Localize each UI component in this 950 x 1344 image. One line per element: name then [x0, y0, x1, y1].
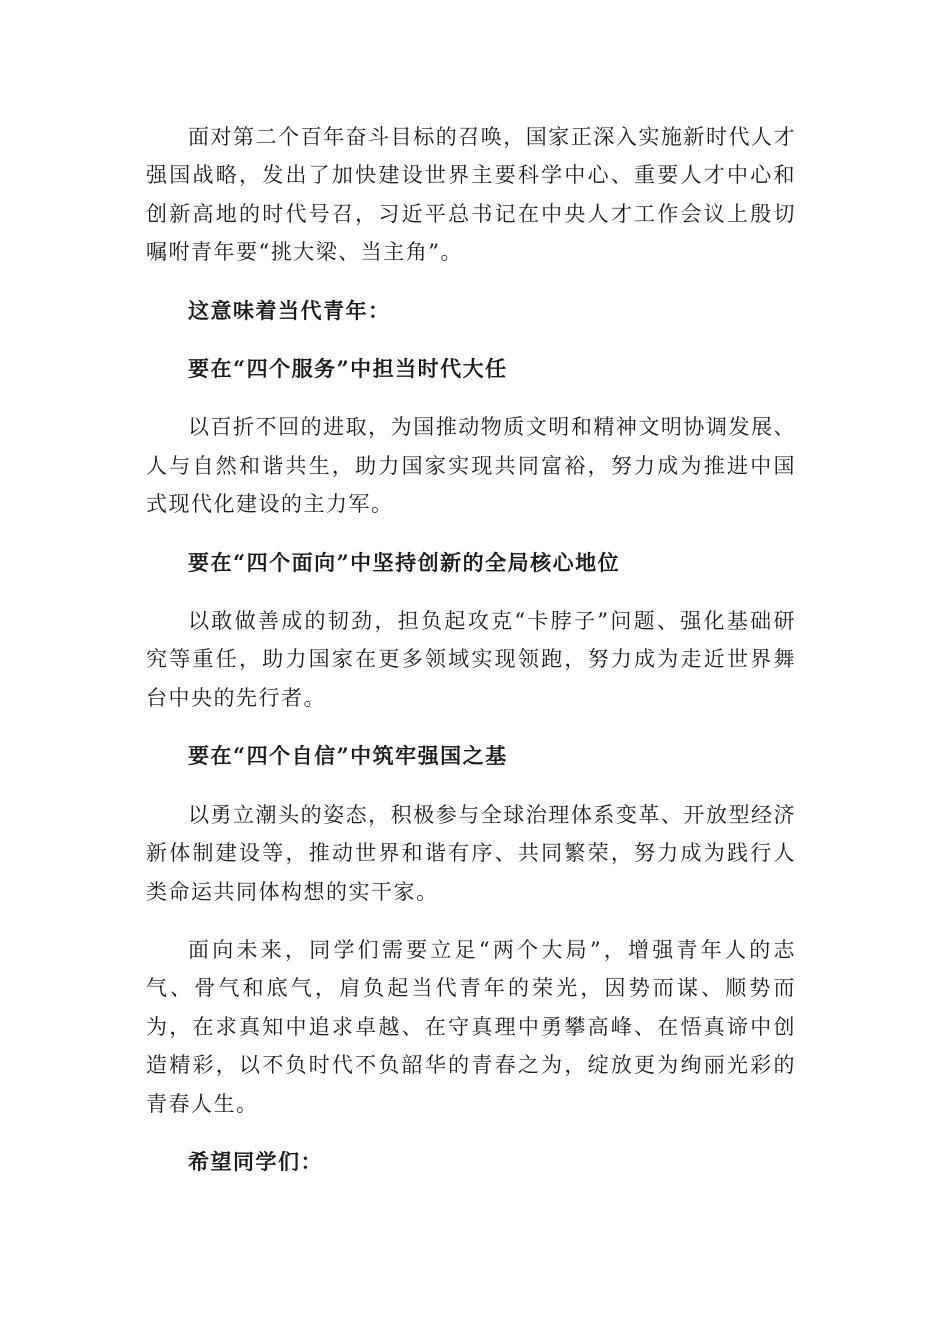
closing-heading: 希望同学们：	[188, 1148, 323, 1174]
document-body	[146, 118, 796, 1181]
intro-paragraph: 面对第二个百年奋斗目标的召唤，国家正深入实施新时代人才强国战略，发出了加快建设世界主要科学中心、重要人才中心和创新高地的时代号召，习近平总书记在中央人才工作会议上殷切嘱咐青年要“挑大梁、当主角”。	[146, 125, 796, 265]
four-orientations-paragraph: 以敢做善成的韧劲，担负起攻克“卡脖子”问题、强化基础研究等重任，助力国家在更多领域实现领跑，努力成为走近世界舞台中央的先行者。	[146, 609, 796, 710]
four-services-heading: 要在“四个服务”中担当时代大任	[188, 356, 508, 382]
four-confidences-heading: 要在“四个自信”中筑牢强国之基	[188, 743, 508, 769]
four-services-paragraph: 以百折不回的进取，为国推动物质文明和精神文明协调发展、人与自然和谐共生，助力国家实现共同富裕，努力成为推进中国式现代化建设的主力军。	[146, 415, 796, 517]
four-orientations-heading: 要在“四个面向”中坚持创新的全局核心地位	[188, 549, 621, 575]
four-confidences-paragraph: 以勇立潮头的姿态，积极参与全球治理体系变革、开放型经济新体制建设等，推动世界和谐有序、共同繁荣，努力成为践行人类命运共同体构想的实干家。	[146, 802, 796, 904]
section-lead-heading: 这意味着当代青年：	[188, 297, 391, 323]
future-paragraph: 面向未来，同学们需要立足“两个大局”，增强青年人的志气、骨气和底气，肩负起当代青年的荣光，因势而谋、顺势而为，在求真知中追求卓越、在守真理中勇攀高峰、在悟真谛中创造精彩，以不负时代不负韶华的青春之为，绽放更为绚丽光彩的青春人生。	[146, 937, 796, 1116]
